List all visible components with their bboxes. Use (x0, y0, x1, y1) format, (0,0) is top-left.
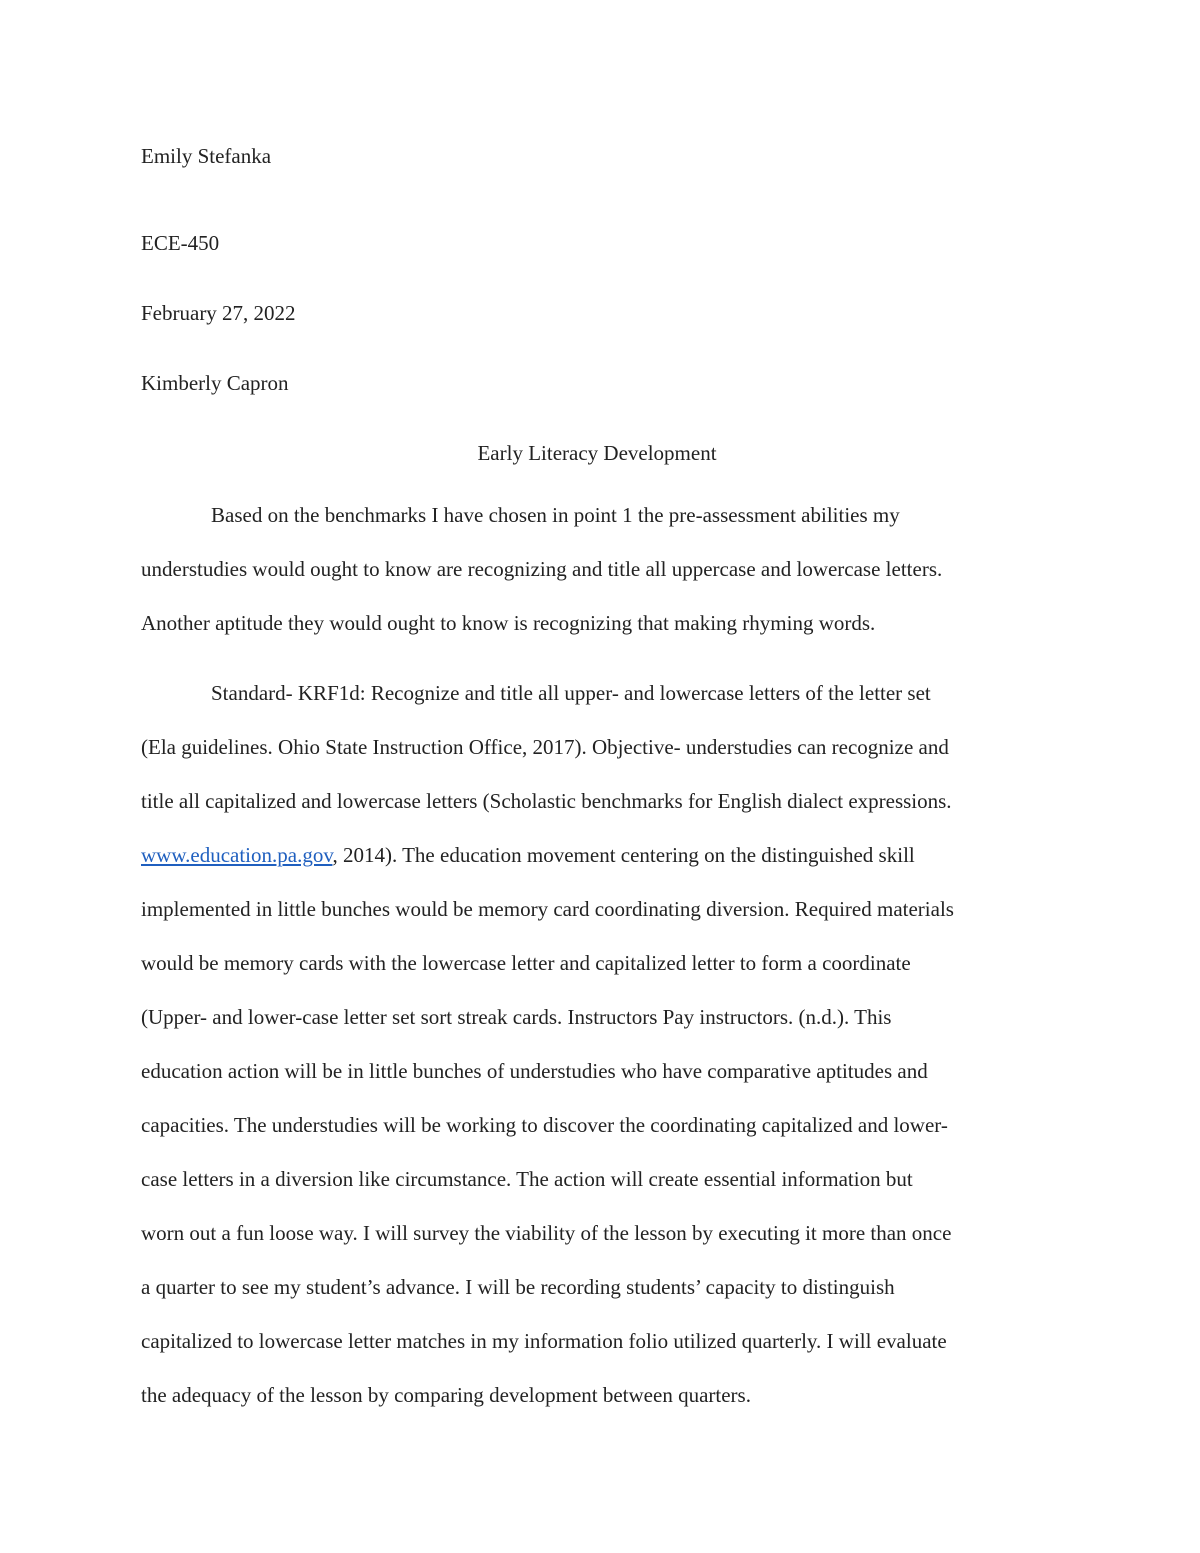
paragraph-line: the adequacy of the lesson by comparing development between quarters. (141, 1383, 751, 1407)
paragraph-line: title all capitalized and lowercase letters (Scholastic benchmarks for English dialect expressions. (141, 789, 952, 813)
paragraph-line: understudies would ought to know are recognizing and title all uppercase and lowercase letters. (141, 557, 943, 581)
paragraph-line: case letters in a diversion like circumstance. The action will create essential information but (141, 1167, 913, 1191)
course-code: ECE-450 (141, 231, 220, 255)
document-body (141, 138, 1053, 1422)
paragraph-pre-assessment (141, 488, 1053, 650)
paragraph-line: worn out a fun loose way. I will survey the viability of the lesson by executing it more than once (141, 1221, 952, 1245)
paragraph-line: capitalized to lowercase letter matches in my information folio utilized quarterly. I will evaluate (141, 1329, 947, 1353)
paragraph-line: (Ela guidelines. Ohio State Instruction Office, 2017). Objective- understudies can recognize and (141, 735, 949, 759)
document-title: Early Literacy Development (477, 441, 717, 465)
paragraph-line: education action will be in little bunches of understudies who have comparative aptitudes and (141, 1059, 928, 1083)
paragraph-line: would be memory cards with the lowercase letter and capitalized letter to form a coordinate (141, 951, 911, 975)
paragraph-line (141, 828, 1053, 882)
education-pa-gov-link[interactable]: www.education.pa.gov (141, 843, 333, 867)
paragraph-line: Based on the benchmarks I have chosen in point 1 the pre-assessment abilities my (211, 503, 900, 527)
document-date: February 27, 2022 (141, 301, 296, 325)
paragraph-line: a quarter to see my student’s advance. I will be recording students’ capacity to distinguish (141, 1275, 895, 1299)
paragraph-line: Another aptitude they would ought to know is recognizing that making rhyming words. (141, 611, 876, 635)
paragraph-line: (Upper- and lower-case letter set sort streak cards. Instructors Pay instructors. (n.d.). This (141, 1005, 892, 1029)
instructor-name: Kimberly Capron (141, 371, 289, 395)
paragraph-standard (141, 666, 1053, 1422)
paragraph-line: Standard- KRF1d: Recognize and title all upper- and lowercase letters of the letter set (211, 681, 931, 705)
paragraph-line: implemented in little bunches would be memory card coordinating diversion. Required materials (141, 897, 954, 921)
paragraph-line: capacities. The understudies will be working to discover the coordinating capitalized and lower- (141, 1113, 948, 1137)
author-name: Emily Stefanka (141, 144, 272, 168)
paragraph-line-text: , 2014). The education movement centering on the distinguished skill (332, 843, 915, 867)
